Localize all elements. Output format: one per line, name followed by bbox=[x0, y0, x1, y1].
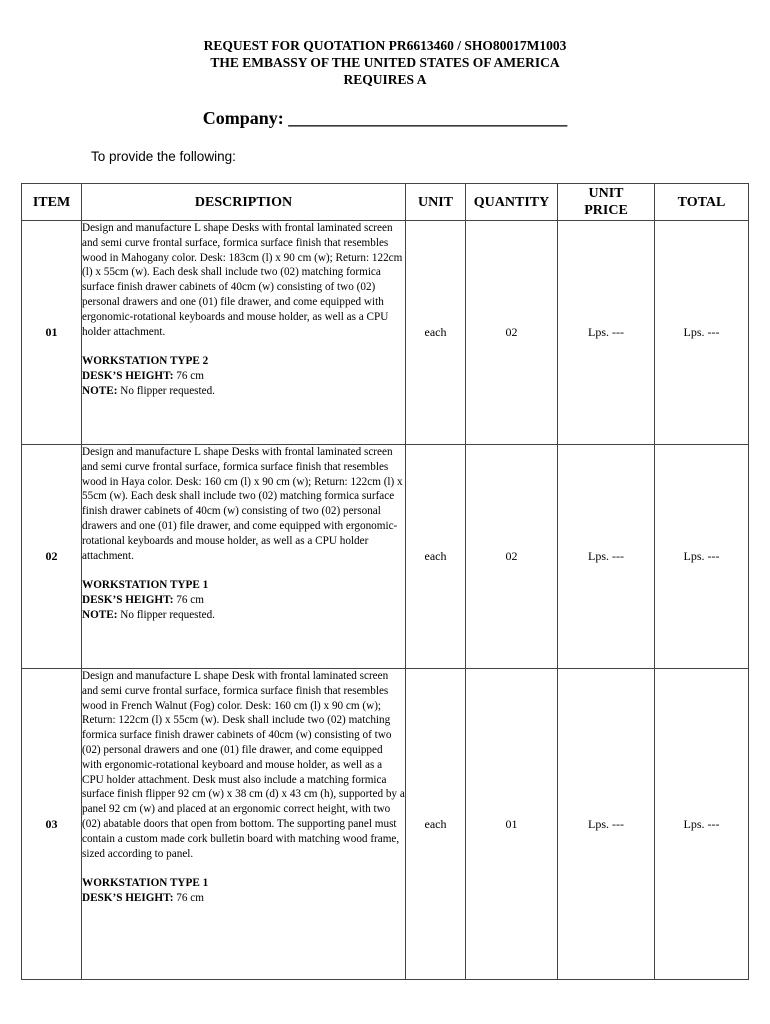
desk-height: DESK’S HEIGHT: 76 cm bbox=[82, 369, 204, 382]
workstation-type: WORKSTATION TYPE 1 bbox=[82, 579, 209, 592]
header-unit-price bbox=[558, 184, 655, 221]
description-text: Design and manufacture L shape Desk with frontal laminated screen and semi curve frontal surface, formica surface finish that resembles wood in French Walnut (Fog) color. Desk: 160 cm (l) x 90 cm (w); Return: 122cm (l) x 55cm (w). Desk shall include two (02) matching formica surface finish drawer cabinets of 40cm (w) consisting of two (02) personal drawers and one (01) file drawer, and come equipped with ergonomic-rotational keyboard and mouse holder, as well as a CPU holder attachment. Desk must also include a matching formica surface finish flipper 92 cm (w) x 38 cm (d) x 43 cm (h), supported by a panel 92 cm (w) and placed at an ergonomic correct height, with two (02) abatable doors that open from bottom. The supporting panel must contain a custom made cork bulletin board with matching wood frame, sized according to panel. bbox=[82, 670, 405, 860]
header-description: DESCRIPTION bbox=[82, 184, 406, 221]
note: NOTE: No flipper requested. bbox=[82, 384, 215, 397]
header-quantity: QUANTITY bbox=[466, 184, 558, 221]
item-number: 03 bbox=[22, 669, 82, 980]
header-item: ITEM bbox=[22, 184, 82, 221]
item-number: 01 bbox=[22, 221, 82, 445]
item-quantity: 01 bbox=[466, 669, 558, 980]
item-description bbox=[82, 445, 406, 669]
item-total: Lps. --- bbox=[655, 445, 749, 669]
item-unit-price: Lps. --- bbox=[558, 445, 655, 669]
desk-height: DESK’S HEIGHT: 76 cm bbox=[82, 891, 204, 904]
description-text: Design and manufacture L shape Desks with frontal laminated screen and semi curve frontal surface, formica surface finish that resembles wood in Haya color. Desk: 160 cm (l) x 90 cm (w); Return: 122cm (l) x 55cm (w). Each desk shall include two (02) matching formica surface finish drawer cabinets of 40cm (w) consisting of two (02) personal drawers and one (01) file drawer, and come equipped with ergonomic-rotational keyboards and mouse holder, as well as a CPU holder attachment. bbox=[82, 446, 403, 562]
header-unit: UNIT bbox=[406, 184, 466, 221]
workstation-type: WORKSTATION TYPE 2 bbox=[82, 355, 209, 368]
item-unit-price: Lps. --- bbox=[558, 669, 655, 980]
document-header bbox=[0, 37, 770, 88]
table-header-row bbox=[22, 184, 749, 221]
description-text: Design and manufacture L shape Desks with frontal laminated screen and semi curve frontal surface, formica surface finish that resembles wood in Mahogany color. Desk: 183cm (l) x 90 cm (w); Return: 122cm (l) x 55cm (w). Each desk shall include two (02) matching formica surface finish drawer cabinets of 40cm (w) consisting of two (02) personal drawers and one (01) file drawer, and come equipped with ergonomic-rotational keyboards and mouse holder, as well as a CPU holder attachment. bbox=[82, 222, 403, 338]
item-unit: each bbox=[406, 221, 466, 445]
table-row bbox=[22, 445, 749, 669]
item-total: Lps. --- bbox=[655, 669, 749, 980]
header-unit-price-line1: UNIT bbox=[588, 186, 624, 201]
quotation-table bbox=[21, 183, 749, 980]
header-subtitle: THE EMBASSY OF THE UNITED STATES OF AMERICA bbox=[210, 55, 560, 70]
item-description bbox=[82, 669, 406, 980]
item-unit-price: Lps. --- bbox=[558, 221, 655, 445]
header-unit-price-line2: PRICE bbox=[584, 203, 628, 218]
header-total: TOTAL bbox=[655, 184, 749, 221]
item-unit: each bbox=[406, 445, 466, 669]
intro-text: To provide the following: bbox=[91, 149, 236, 164]
table-row bbox=[22, 669, 749, 980]
item-quantity: 02 bbox=[466, 221, 558, 445]
item-description bbox=[82, 221, 406, 445]
item-quantity: 02 bbox=[466, 445, 558, 669]
workstation-type: WORKSTATION TYPE 1 bbox=[82, 877, 209, 890]
header-title: REQUEST FOR QUOTATION PR6613460 / SHO80017M1003 bbox=[203, 38, 567, 53]
table-row bbox=[22, 221, 749, 445]
item-number: 02 bbox=[22, 445, 82, 669]
item-total: Lps. --- bbox=[655, 221, 749, 445]
company-field: Company: _______________________________ bbox=[202, 108, 568, 128]
note: NOTE: No flipper requested. bbox=[82, 608, 215, 621]
header-requires: REQUIRES A bbox=[343, 72, 427, 87]
desk-height: DESK’S HEIGHT: 76 cm bbox=[82, 593, 204, 606]
item-unit: each bbox=[406, 669, 466, 980]
